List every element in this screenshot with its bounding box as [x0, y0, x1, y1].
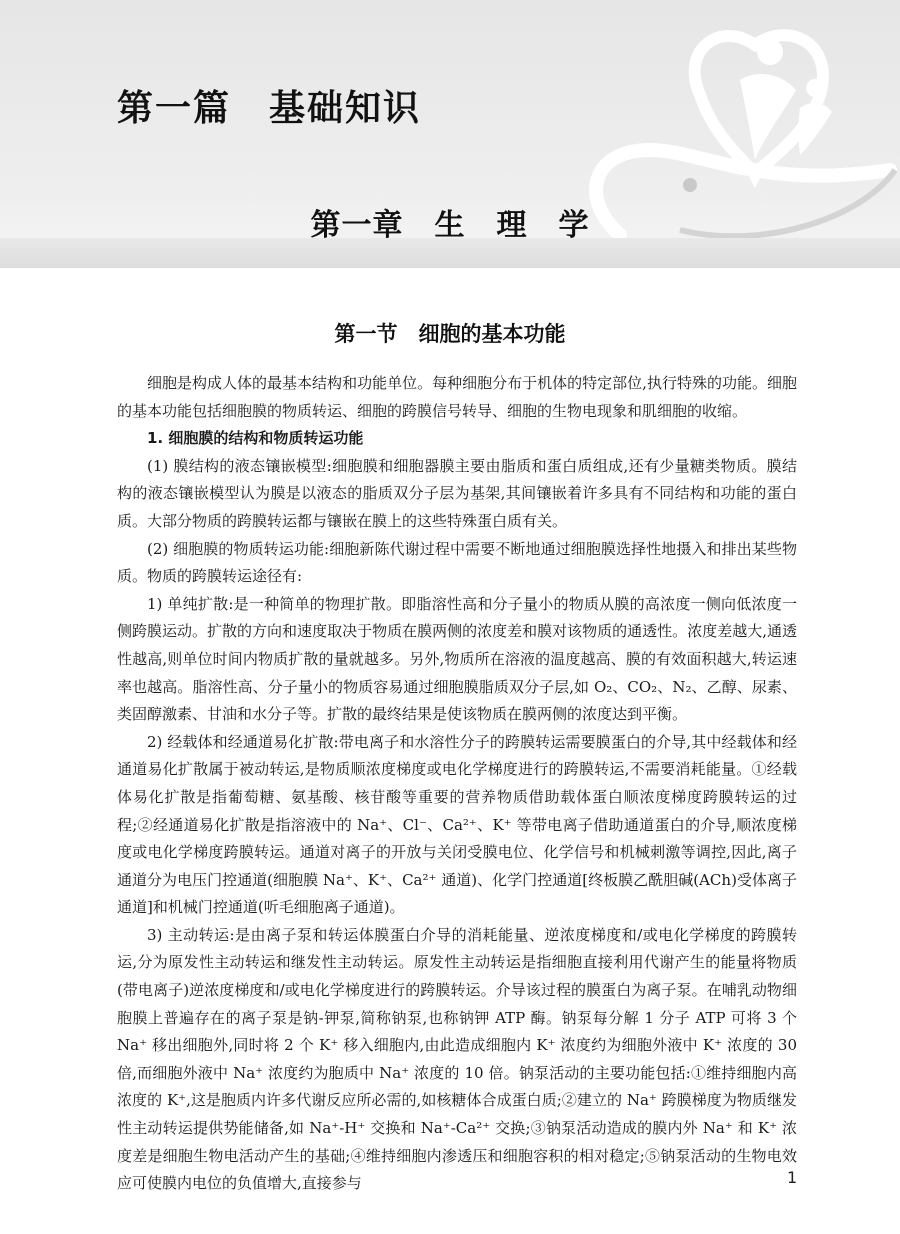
paragraph: 细胞是构成人体的最基本结构和功能单位。每种细胞分布于机体的特定部位,执行特殊的功能。细胞的基本功能包括细胞膜的物质转运、细胞的跨膜信号转导、细胞的生物电现象和肌细胞的收缩。	[117, 374, 797, 420]
chapter-title: 第一章 生 理 学	[310, 208, 590, 243]
paragraph: 3) 主动转运:是由离子泵和转运体膜蛋白介导的消耗能量、逆浓度梯度和/或电化学梯度的跨膜转运,分为原发性主动转运和继发性主动转运。原发性主动转运是指细胞直接利用代谢产生的能量将物质(带电离子)逆浓度梯度和/或电化学梯度进行的跨膜转运。介导该过程的膜蛋白为离子泵。在哺乳动物细胞膜上普遍存在的离子泵是钠-钾泵,简称钠泵,也称钠钾 ATP 酶。钠泵每分解 1 分子 ATP 可将 3 个 Na⁺ 移出细胞外,同时将 2 个 K⁺ 移入细胞内,由此造成细胞内 K⁺ 浓度约为细胞外液中 K⁺ 浓度的 30 倍,而细胞外液中 Na⁺ 浓度约为胞质中 Na⁺ 浓度的 10 倍。钠泵活动的主要功能包括:①维持细胞内高浓度的 K⁺,这是胞质内许多代谢反应所必需的,如核糖体合成蛋白质;②建立的 Na⁺ 跨膜梯度为物质继发性主动转运提供势能储备,如 Na⁺-H⁺ 交换和 Na⁺-Ca²⁺ 交换;③钠泵活动造成的膜内外 Na⁺ 和 K⁺ 浓度差是细胞生物电活动产生的基础;④维持细胞内渗透压和细胞容积的相对稳定;⑤钠泵活动的生物电效应可使膜内电位的负值增大,直接参与	[117, 925, 797, 1193]
paragraph: (1) 膜结构的液态镶嵌模型:细胞膜和细胞器膜主要由脂质和蛋白质组成,还有少量糖类物质。膜结构的液态镶嵌模型认为膜是以液态的脂质双分子层为基架,其间镶嵌着许多具有不同结构和功能的蛋白质。大部分物质的跨膜转运都与镶嵌在膜上的这些特殊蛋白质有关。	[117, 456, 797, 530]
paragraph: (2) 细胞膜的物质转运功能:细胞新陈代谢过程中需要不断地通过细胞膜选择性地摄入和排出某些物质。物质的跨膜转运途径有:	[117, 539, 797, 586]
part-title: 第一篇 基础知识	[117, 88, 422, 129]
page-number: 1	[787, 1168, 798, 1187]
paragraph: 2) 经载体和经通道易化扩散:带电离子和水溶性分子的跨膜转运需要膜蛋白的介导,其中经载体和经通道易化扩散属于被动转运,是物质顺浓度梯度或电化学梯度进行的跨膜转运,不需要消耗能量。①经载体易化扩散是指葡萄糖、氨基酸、核苷酸等重要的营养物质借助载体蛋白顺浓度梯度跨膜转运的过程;②经通道易化扩散是指溶液中的 Na⁺、Cl⁻、Ca²⁺、K⁺ 等带电离子借助通道蛋白的介导,顺浓度梯度或电化学梯度跨膜转运。通道对离子的开放与关闭受膜电位、化学信号和机械刺激等调控,因此,离子通道分为电压门控通道(细胞膜 Na⁺、K⁺、Ca²⁺ 通道)、化学门控通道[终板膜乙酰胆碱(ACh)受体离子通道]和机械门控通道(听毛细胞离子通道)。	[117, 732, 797, 917]
paragraph: 1) 单纯扩散:是一种简单的物理扩散。即脂溶性高和分子量小的物质从膜的高浓度一侧向低浓度一侧跨膜运动。扩散的方向和速度取决于物质在膜两侧的浓度差和膜对该物质的通透性。浓度差越大,通透性越高,则单位时间内物质扩散的量就越多。另外,物质所在溶液的温度越高、膜的有效面积越大,转运速率也越高。脂溶性高、分子量小的物质容易通过细胞膜脂质双分子层,如 O₂、CO₂、N₂、乙醇、尿素、类固醇激素、甘油和水分子等。扩散的最终结果是使该物质在膜两侧的浓度达到平衡。	[117, 594, 797, 724]
body-text	[117, 370, 797, 1198]
section-title: 第一节 细胞的基本功能	[334, 322, 566, 346]
subheading: 1. 细胞膜的结构和物质转运功能	[147, 429, 364, 448]
